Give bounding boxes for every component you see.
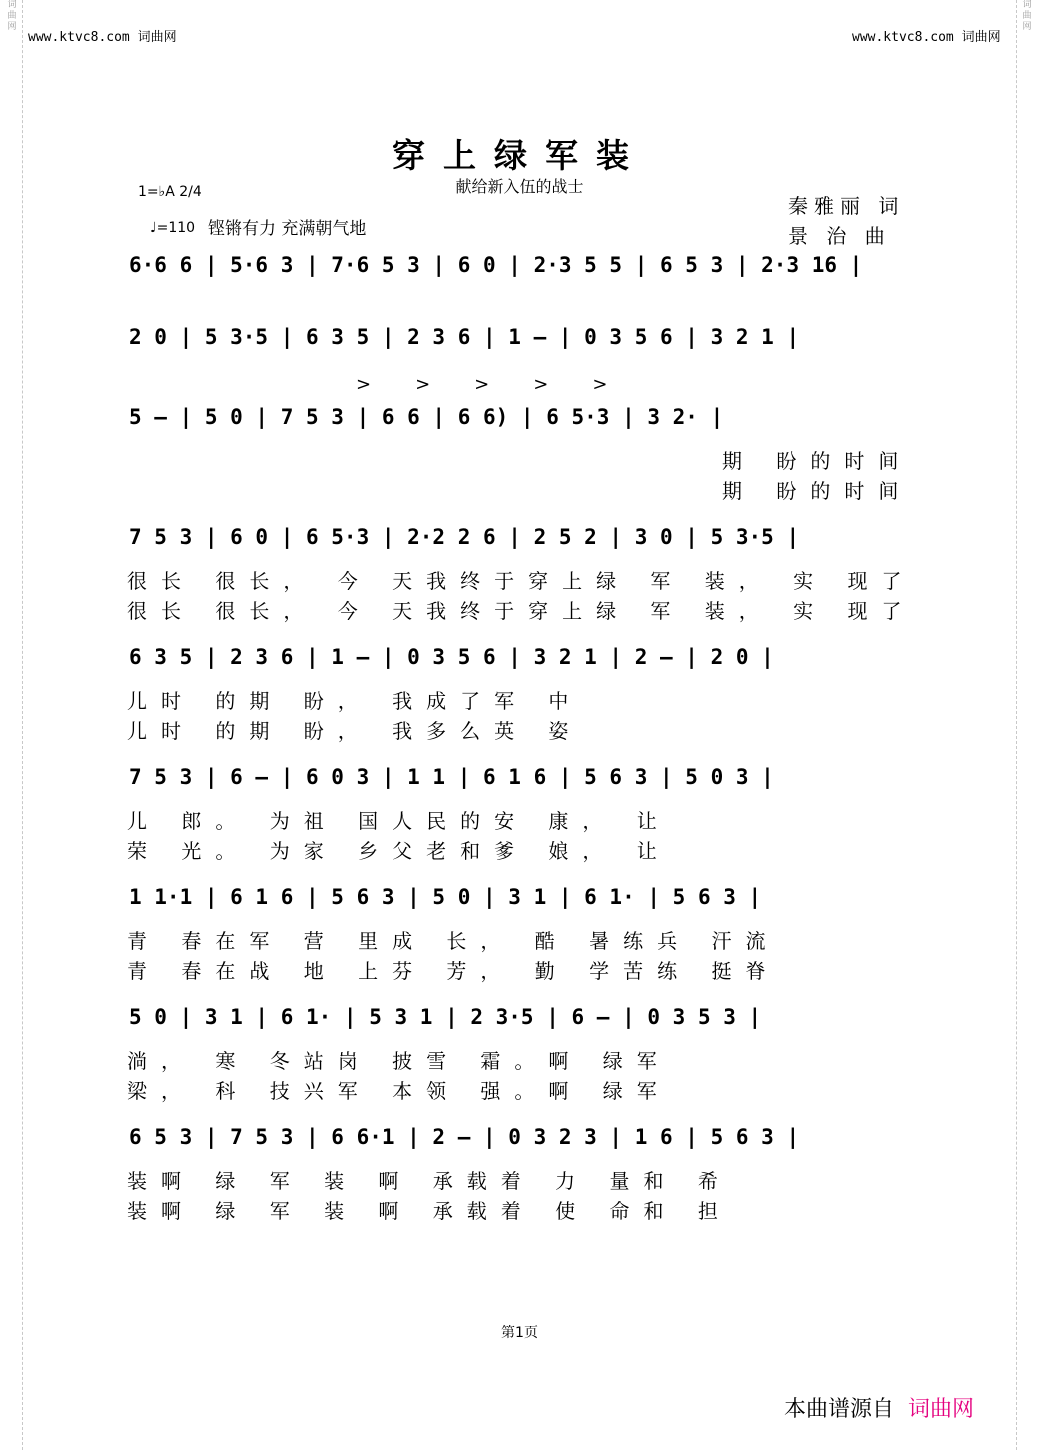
lyric-line: 青 春在战 地 上芬 芳， 勤 学苦练 挺脊 (127, 959, 780, 983)
accent-marks: >>>>> (356, 374, 652, 395)
lyric-line: 很长 很长， 今 天我终于穿上绿 军 装， 实 现了 (127, 599, 916, 623)
notation-row: 5 – | 5 0 | 7 5 3 | 6 6 | 6 6) | 6 5·3 | 3 2· | (129, 405, 724, 429)
expression-mark: 铿锵有力 充满朝气地 (208, 219, 367, 239)
notation-row: 6·6 6 | 5·6 3 | 7·6 5 3 | 6 0 | 2·3 5 5 | 6 5 3 | 2·3 16 | (129, 253, 863, 277)
lyric-line: 儿时 的期 盼， 我成了军 中 (127, 689, 583, 713)
notation-row: 1 1·1 | 6 1 6 | 5 6 3 | 5 0 | 3 1 | 6 1· | 5 6 3 | (129, 885, 762, 909)
song-title: 穿上绿军装 (392, 136, 647, 175)
site-url-right: www.ktvc8.com 词曲网 (852, 30, 1001, 45)
notation-row: 2 0 | 5 3·5 | 6 3 5 | 2 3 6 | 1 – | 0 3 5 6 | 3 2 1 | (129, 325, 800, 349)
lyric-line: 儿时 的期 盼， 我多么英 姿 (127, 719, 583, 743)
notation-row: 7 5 3 | 6 0 | 6 5·3 | 2·2 2 6 | 2 5 2 | 3 0 | 5 3·5 | (129, 525, 800, 549)
notation-row: 5 0 | 3 1 | 6 1· | 5 3 1 | 2 3·5 | 6 – | 0 3 5 3 | (129, 1005, 762, 1029)
lyric-line: 期 盼的时间 (722, 449, 913, 473)
source-brand-link[interactable]: 词曲网 (908, 1397, 975, 1422)
left-margin-line (22, 0, 23, 1450)
notation-row: 6 5 3 | 7 5 3 | 6 6·1 | 2 – | 0 3 2 3 | 1 6 | 5 6 3 | (129, 1125, 800, 1149)
lyric-line: 儿 郎。 为祖 国人民的安 康， 让 (127, 809, 671, 833)
lyric-line: 淌， 寒 冬站岗 披雪 霜。啊 绿军 (127, 1049, 671, 1073)
lyric-line: 装啊 绿 军 装 啊 承载着 使 命和 担 (127, 1199, 732, 1223)
lyric-line: 很长 很长， 今 天我终于穿上绿 军 装， 实 现了 (127, 569, 916, 593)
composer-credit: 景 治 曲 (788, 224, 891, 248)
lyricist-credit: 秦雅丽 词 (788, 194, 905, 218)
song-subtitle: 献给新入伍的战士 (455, 177, 584, 196)
source-credit (784, 1392, 974, 1423)
lyric-line: 荣 光。 为家 乡父老和爹 娘， 让 (127, 839, 671, 863)
lyric-line: 期 盼的时间 (722, 479, 913, 503)
lyric-line: 装啊 绿 军 装 啊 承载着 力 量和 希 (127, 1169, 732, 1193)
lyric-line: 青 春在军 营 里成 长， 酷 暑练兵 汗流 (127, 929, 780, 953)
key-signature: 1=♭A 2/4 (138, 184, 202, 200)
site-url-left: www.ktvc8.com 词曲网 (28, 30, 177, 45)
left-margin-watermark: 词 曲 网 (7, 0, 17, 32)
notation-row: 6 3 5 | 2 3 6 | 1 – | 0 3 5 6 | 3 2 1 | 2 – | 2 0 | (129, 645, 774, 669)
source-label: 本曲谱源自 (784, 1397, 895, 1422)
page-number: 第1页 (501, 1325, 538, 1341)
right-margin-line (1016, 0, 1017, 1450)
right-margin-watermark: 词 曲 网 (1022, 0, 1032, 32)
tempo-mark: ♩=110 (150, 220, 196, 236)
lyric-line: 梁， 科 技兴军 本领 强。啊 绿军 (127, 1079, 671, 1103)
notation-row: 7 5 3 | 6 – | 6 0 3 | 1 1 | 6 1 6 | 5 6 3 | 5 0 3 | (129, 765, 774, 789)
